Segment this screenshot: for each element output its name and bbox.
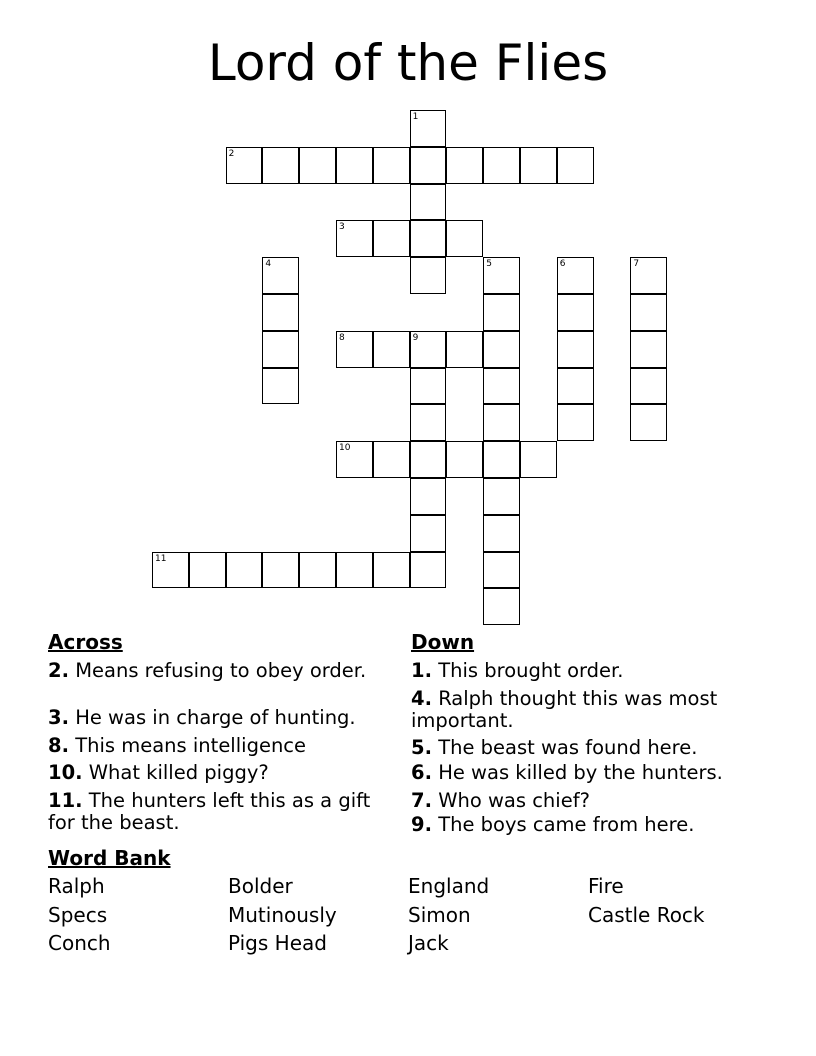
down-clue-1: 1. This brought order. xyxy=(411,659,624,682)
word-bank-item: Castle Rock xyxy=(588,903,705,927)
clue-number: 8 xyxy=(339,332,345,343)
grid-cell[interactable] xyxy=(446,441,483,478)
grid-cell[interactable] xyxy=(410,515,447,552)
clue-number: 5 xyxy=(486,259,492,270)
word-bank-item: Specs xyxy=(48,903,108,927)
grid-cell[interactable] xyxy=(630,368,667,405)
grid-cell[interactable] xyxy=(410,441,447,478)
clue-number: 3 xyxy=(339,222,345,233)
grid-cell[interactable] xyxy=(557,147,594,184)
grid-cell[interactable] xyxy=(483,331,520,368)
down-heading: Down xyxy=(411,630,475,654)
grid-cell[interactable] xyxy=(336,147,373,184)
across-clue-11: 11. The hunters left this as a gift for the beast. xyxy=(48,789,371,834)
grid-cell[interactable] xyxy=(446,331,483,368)
grid-cell[interactable] xyxy=(557,368,594,405)
word-bank-heading: Word Bank xyxy=(48,846,171,870)
grid-cell[interactable] xyxy=(630,331,667,368)
grid-cell[interactable] xyxy=(262,294,299,331)
grid-cell[interactable] xyxy=(483,147,520,184)
grid-cell[interactable] xyxy=(262,552,299,589)
grid-cell[interactable] xyxy=(446,147,483,184)
grid-cell[interactable] xyxy=(630,294,667,331)
across-clue-8: 8. This means intelligence xyxy=(48,734,307,757)
grid-cell[interactable] xyxy=(483,404,520,441)
grid-cell[interactable] xyxy=(483,294,520,331)
grid-cell[interactable] xyxy=(262,368,299,405)
grid-cell[interactable] xyxy=(299,147,336,184)
grid-cell[interactable] xyxy=(226,552,263,589)
grid-cell[interactable] xyxy=(410,368,447,405)
page-title: Lord of the Flies xyxy=(207,34,609,92)
grid-cell[interactable] xyxy=(446,220,483,257)
word-bank-item: Jack xyxy=(408,931,449,955)
word-bank-item: Ralph xyxy=(48,874,105,898)
grid-cell[interactable] xyxy=(373,331,410,368)
grid-cell[interactable] xyxy=(557,331,594,368)
grid-cell[interactable] xyxy=(410,257,447,294)
grid-cell[interactable] xyxy=(410,184,447,221)
grid-cell[interactable] xyxy=(336,552,373,589)
clue-number: 11 xyxy=(155,553,167,564)
grid-cell[interactable] xyxy=(299,552,336,589)
grid-cell[interactable] xyxy=(483,368,520,405)
word-bank-item: Fire xyxy=(588,874,624,898)
down-clue-4: 4. Ralph thought this was most important. xyxy=(411,687,718,732)
word-bank-item: Pigs Head xyxy=(228,931,327,955)
grid-cell[interactable] xyxy=(373,147,410,184)
down-clue-5: 5. The beast was found here. xyxy=(411,736,698,759)
grid-cell[interactable] xyxy=(410,147,447,184)
word-bank-item: Mutinously xyxy=(228,903,337,927)
grid-cell[interactable] xyxy=(373,220,410,257)
across-heading: Across xyxy=(48,630,123,654)
grid-cell[interactable] xyxy=(410,404,447,441)
down-clue-6: 6. He was killed by the hunters. xyxy=(411,761,723,784)
clue-number: 7 xyxy=(633,259,640,270)
grid-cell[interactable] xyxy=(630,404,667,441)
clue-number: 1 xyxy=(412,112,419,122)
grid-cell[interactable] xyxy=(262,147,299,184)
grid-cell[interactable] xyxy=(262,331,299,368)
clue-number: 2 xyxy=(228,148,235,159)
down-clue-9: 9. The boys came from here. xyxy=(411,813,695,836)
down-clue-7: 7. Who was chief? xyxy=(411,789,590,812)
word-bank-item: Bolder xyxy=(228,874,293,898)
grid-cell[interactable] xyxy=(189,552,226,589)
across-clue-10: 10. What killed piggy? xyxy=(48,761,269,784)
grid-cell[interactable] xyxy=(373,552,410,589)
grid-cell[interactable] xyxy=(483,588,520,625)
grid-cell[interactable] xyxy=(483,478,520,515)
across-clue-2: 2. Means refusing to obey order. xyxy=(48,659,367,682)
grid-cell[interactable] xyxy=(373,441,410,478)
grid-cell[interactable] xyxy=(483,552,520,589)
clue-number: 6 xyxy=(559,259,566,270)
grid-cell[interactable] xyxy=(557,404,594,441)
clue-number: 10 xyxy=(339,443,351,454)
grid-cell[interactable] xyxy=(483,515,520,552)
grid-cell[interactable] xyxy=(483,441,520,478)
word-bank-item: Conch xyxy=(48,931,111,955)
clue-number: 9 xyxy=(412,332,419,343)
grid-cell[interactable] xyxy=(410,220,447,257)
grid-cell[interactable] xyxy=(410,552,447,589)
grid-cell[interactable] xyxy=(520,441,557,478)
word-bank-item: England xyxy=(408,874,490,898)
grid-cell[interactable] xyxy=(557,294,594,331)
word-bank-item: Simon xyxy=(408,903,471,927)
across-clue-3: 3. He was in charge of hunting. xyxy=(48,706,356,729)
grid-cell[interactable] xyxy=(520,147,557,184)
grid-cell[interactable] xyxy=(410,478,447,515)
clue-number: 4 xyxy=(265,259,272,270)
